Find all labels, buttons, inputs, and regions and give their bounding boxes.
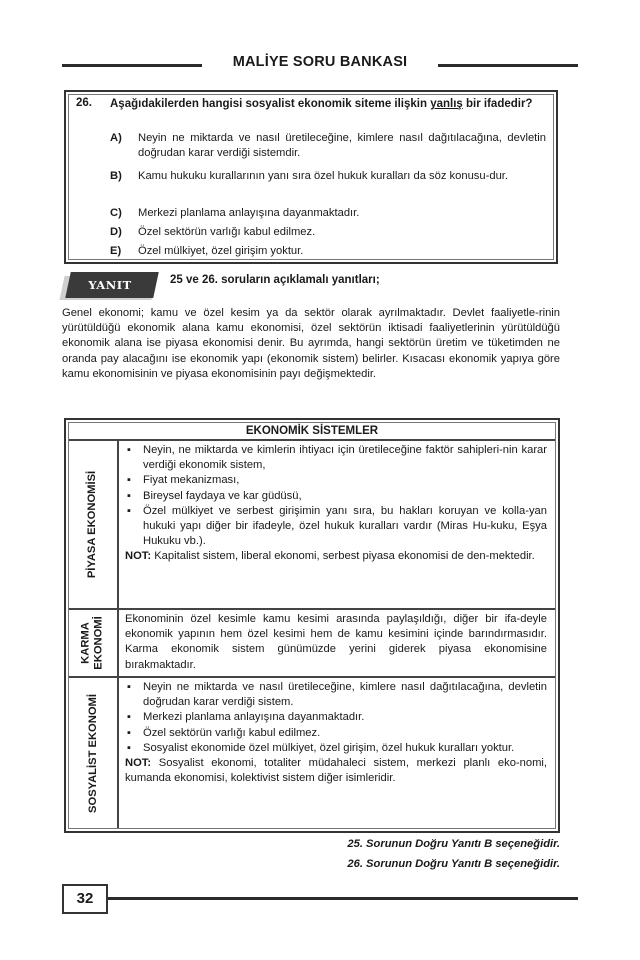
list-item: ▪ Özel sektörün varlığı kabul edilmez. bbox=[125, 726, 547, 741]
book-title: MALİYE SORU BANKASI bbox=[232, 54, 408, 70]
table-title: EKONOMİK SİSTEMLER bbox=[69, 423, 555, 441]
answer-26-conclusion: 26. Sorunun Doğru Yanıtı B seçeneğidir. bbox=[347, 858, 560, 870]
karma-text: Ekonominin özel kesimle kamu kesimi arasında paylaşıldığı, diğer bir ifa-deyle ekonomik yapının hem özel kesimi hem de kamu kesimini içinde barındırmasıdır. Karma ekonomik sistem günümüzde yerini giderek piyasa ekonomisine bırakmaktadır. bbox=[125, 613, 547, 671]
option-a: A) Neyin ne miktarda ve nasıl üretileceğine, kimlere nasıl dağıtılacağına, devletin doğrudan karar verdiği sistemdir. bbox=[110, 132, 546, 159]
row-piyasa bbox=[69, 441, 555, 610]
option-e: E) Özel mülkiyet, özel girişim yoktur. bbox=[110, 245, 304, 257]
note-sosyalist: NOT: Sosyalist ekonomi, totaliter müdahaleci sistem, merkezi planlı eko-nomi, kumanda ekonomisi, kolektivist sistem diğer isimleridir. bbox=[125, 757, 547, 785]
economic-systems-table bbox=[64, 418, 560, 833]
answer-title: 25 ve 26. soruların açıklamalı yanıtları; bbox=[170, 274, 380, 286]
row-label-karma: KARMA EKONOMİ bbox=[69, 610, 119, 676]
list-item: ▪ Sosyalist ekonomide özel mülkiyet, özel girişim, özel hukuk kuralları yoktur. bbox=[125, 741, 547, 756]
option-d: D) Özel sektörün varlığı kabul edilmez. bbox=[110, 226, 316, 238]
option-c: C) Merkezi planlama anlayışına dayanmaktadır. bbox=[110, 207, 360, 219]
row-karma bbox=[69, 610, 555, 678]
list-item: ▪ Bireysel faydaya ve kar güdüsü, bbox=[125, 489, 547, 504]
answer-25-conclusion: 25. Sorunun Doğru Yanıtı B seçeneğidir. bbox=[347, 838, 560, 850]
question-text: Aşağıdakilerden hangisi sosyalist ekonomik siteme ilişkin yanlış bir ifadedir? bbox=[110, 98, 533, 110]
list-item: ▪ Fiyat mekanizması, bbox=[125, 473, 547, 488]
answer-heading bbox=[62, 270, 562, 300]
underlined-word: yanlış bbox=[430, 98, 463, 110]
page-header bbox=[62, 54, 578, 76]
question-number: 26. bbox=[76, 97, 92, 109]
list-item: ▪ Neyin ne miktarda ve nasıl üretileceğine, kimlere nasıl dağıtılacağına, devletin doğrudan karar verdiği sistem. bbox=[125, 680, 547, 710]
footer-rule bbox=[108, 897, 578, 900]
row-sosyalist bbox=[69, 678, 555, 828]
row-label-piyasa: PİYASA EKONOMİSİ bbox=[69, 441, 119, 608]
list-item: ▪ Merkezi planlama anlayışına dayanmaktadır. bbox=[125, 710, 547, 725]
header-rule-right bbox=[438, 64, 578, 67]
page-number: 32 bbox=[62, 884, 108, 914]
explanation-paragraph: Genel ekonomi; kamu ve özel kesim ya da sektör olarak ayrılmaktadır. Devlet faaliyetle-rinin yürütüldüğü ekonomik alana kamu ekonomisi, özel sektörün iktisadi faaliyetlerinin yürütüldüğü ekonomik alana ise piyasa ekonomisi denir. Bu ayrımda, hangi sektörün üretim ve tüketimden ne oranda pay alacağını ise ekonomik yapı (ekonomik sistem) belirler. Kısacası ekonomik yapıya göre kamu ekonomisinin ve piyasa ekonomisinin payı değişmektedir. bbox=[62, 307, 560, 380]
option-b: B) Kamu hukuku kurallarının yanı sıra özel hukuk kuralları da söz konusu-dur. bbox=[110, 170, 509, 182]
page-footer bbox=[62, 884, 578, 914]
answer-badge: YANIT bbox=[62, 272, 158, 300]
list-item: ▪ Özel mülkiyet ve serbest girişimin yanı sıra, bu hakları koruyan ve kolla-yan hukuki yapı diğer bir ifadeyle, özel hukuk kuralları vardır (Miras Hu-kuku, Eşya Hukuku vb.). bbox=[125, 504, 547, 550]
list-item: ▪ Neyin, ne miktarda ve kimlerin ihtiyacı için üretileceğine faktör sahipleri-nin karar verdiği ekonomik sistem, bbox=[125, 443, 547, 473]
question-box bbox=[64, 90, 558, 264]
row-label-sosyalist: SOSYALİST EKONOMİ bbox=[69, 678, 119, 828]
note-piyasa: NOT: Kapitalist sistem, liberal ekonomi, serbest piyasa ekonomisi de den-mektedir. bbox=[125, 550, 535, 563]
